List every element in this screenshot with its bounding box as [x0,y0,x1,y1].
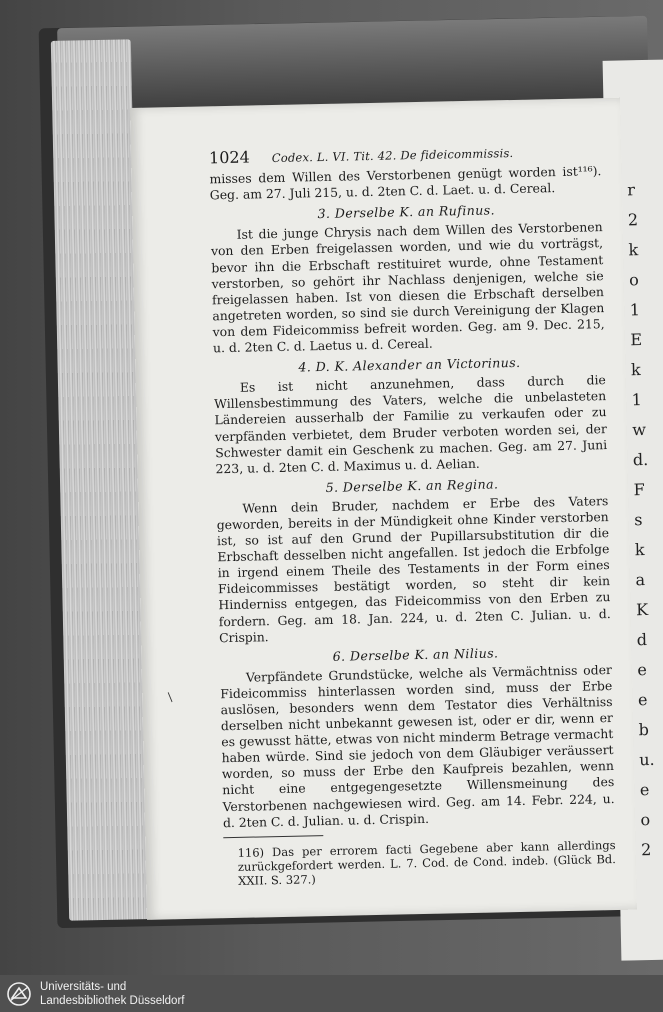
facing-page-letter: k [634,540,645,560]
section-heading: 6. Derselbe K. an Nilius. [332,645,499,664]
facing-page-letter: k [628,240,639,260]
facing-page-letter: r [627,180,636,200]
section-heading: 3. Derselbe K. an Rufinus. [317,202,496,222]
facing-page-letter: w [632,420,647,440]
section-heading: 4. D. K. Alexander an Victorinus. [298,355,521,375]
facing-page-letter: 2 [640,839,652,860]
library-footer [0,975,663,1012]
facing-page-letter: K [635,600,649,620]
section-heading: 5. Derselbe K. an Regina. [325,476,499,495]
footnote-rule [223,835,323,838]
facing-page-letter: u. [639,749,655,770]
facing-page-letter: k [630,360,641,380]
page-body [209,163,615,831]
paragraph: Wenn dein Bruder, nachdem er Erbe des Vaters geworden, bereits in der Mündigkeit ohne Kinder verstorben ist, so ist auf den Grund der Pupillarsubstitution dir die Erbschaft desselben nicht angefallen. Ist jedoch die Erbfolge in irgend einem Theile des Testaments in der Form eines Fideicommisses bestätigt worden, so steht dir kein Hinderniss entgegen, das Fideicommiss von den Erben zu fordern. Geg. am 18. Jan. 224, u. d. 2ten C. Julian. u. d. Crispin. [216,492,611,645]
paragraph: Ist die junge Chrysis nach dem Willen des Verstorbenen von den Erben freigelassen worden, und wie du vorträgst, bevor ihn die Erbschaft restituiret wurde, ohne Testament verstorben, so gehört ihr Nachlass denjenigen, welche sie freigelassen haben. Ist von diesen die Erbschaft derselben angetreten worden, so sind sie durch Vereinigung der Klagen von dem Fideicommiss befreit worden. Geg. am 9. Dec. 215, u. d. 2ten C. d. Laetus u. d. Cereal. [210,219,605,356]
facing-page-letter: a [635,570,646,590]
library-name-line2: Landesbibliothek Düsseldorf [40,994,185,1007]
facing-page-letter: E [630,330,643,350]
library-logo-icon [6,981,32,1007]
library-name-line1: Universitäts- und [40,980,127,993]
facing-page-letter: F [633,480,645,500]
facing-page-letter: s [634,510,643,530]
facing-page-letter: o [640,810,651,830]
facing-page-letter: b [638,720,650,740]
book-page [130,98,640,920]
facing-page-letter: o [628,270,640,290]
footnote: 116) Das per errorem facti Gegebene aber kann allerdings zurückgefordert werden. L. 7. Cod. de Cond. indeb. (Glück Bd. XXII. S. 327.) [237,837,616,888]
paragraph: Verpfändete Grundstücke, welche als Vermächtniss oder Fideicommiss hinterlassen worden sind, muss der Erbe auslösen, besonders wenn dem Testator dies Verhältniss derselben nicht unbekannt gewesen ist, oder er dir, wenn er es gewusst hätte, etwas von nicht minderm Betrage vermacht haben würde. Sind sie jedoch von dem Gläubiger veräussert worden, so muss der Erbe den Kaufpreis bezahlen, wenn nicht eine entgegengesetzte Willensmeinung des Verstorbenen nachgewiesen wird. Geg. am 14. Febr. 224, u. d. 2ten C. d. Julian. u. d. Crispin. [220,661,615,830]
page-number: 1024 [208,147,250,168]
paragraph: Es ist nicht anzunehmen, dass durch die Willensbestimmung des Vaters, welche die unbelasteten Ländereien ausserhalb der Familie zu verkaufen oder zu verpfänden verbietet, dem Bruder verboten worden sei, der Schwester damit ein Geschenk zu machen. Geg. am 27. Juni 223, u. d. 2ten C. d. Maximus u. d. Aelian. [214,372,608,476]
facing-page-letter: d [636,630,648,650]
facing-page-letter: d. [632,449,649,470]
library-name [40,980,184,1008]
facing-page-letter: 2 [627,210,639,230]
facing-page-letter: 1 [631,390,643,410]
facing-page-letter: 1 [629,300,641,320]
running-title: Codex. L. VI. Tit. 42. De fideicommissis. [271,145,514,166]
margin-mark: / [163,690,177,704]
facing-page-letter: e [637,660,648,680]
facing-page-letter: e [639,780,650,800]
page-text [209,142,616,888]
facing-page-letter: e [637,690,648,710]
paragraph: misses dem Willen des Verstorbenen genügt worden ist¹¹⁶). Geg. am 27. Juli 215, u. d. 2ten C. d. Laet. u. d. Cereal. [209,163,602,203]
